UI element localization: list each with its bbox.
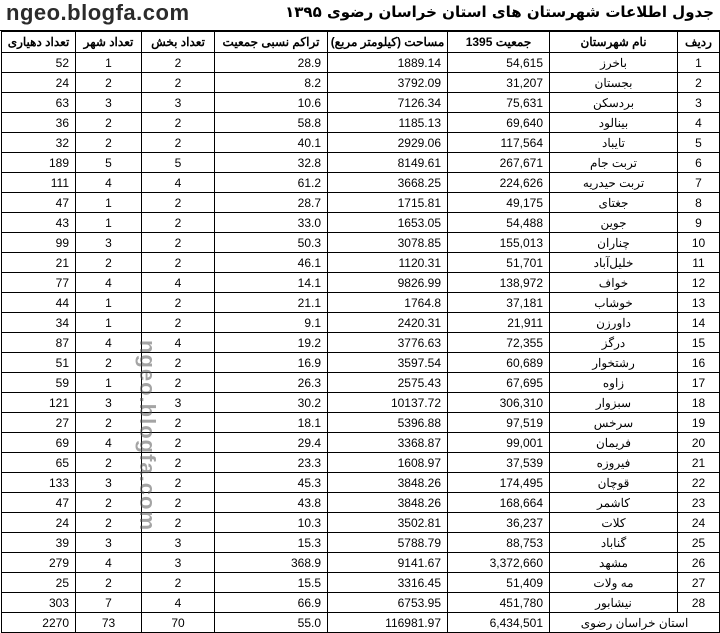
districts: 4	[142, 333, 215, 353]
table-row	[2, 253, 720, 273]
row-index: 28	[678, 593, 720, 613]
county-name: مشهد	[550, 553, 678, 573]
population: 60,689	[448, 353, 550, 373]
density: 9.1	[215, 313, 328, 333]
population: 37,539	[448, 453, 550, 473]
county-name: نیشابور	[550, 593, 678, 613]
districts: 3	[142, 533, 215, 553]
row-index: 19	[678, 413, 720, 433]
cities: 1	[76, 293, 142, 313]
area: 1185.13	[328, 113, 448, 133]
table-row	[2, 193, 720, 213]
districts: 2	[142, 213, 215, 233]
population: 306,310	[448, 393, 550, 413]
population: 138,972	[448, 273, 550, 293]
county-name: تایباد	[550, 133, 678, 153]
districts: 2	[142, 133, 215, 153]
cities: 1	[76, 193, 142, 213]
cities: 4	[76, 553, 142, 573]
area: 3368.87	[328, 433, 448, 453]
col-header-cities: تعداد شهر	[76, 32, 142, 53]
districts: 4	[142, 593, 215, 613]
table-row	[2, 573, 720, 593]
density: 46.1	[215, 253, 328, 273]
villages: 21	[2, 253, 76, 273]
total-population: 6,434,501	[448, 613, 550, 633]
row-index: 12	[678, 273, 720, 293]
table-title: جدول اطلاعات شهرستان های استان خراسان رضوی ۱۳۹۵	[285, 3, 714, 21]
population: 88,753	[448, 533, 550, 553]
table-row	[2, 173, 720, 193]
total-area: 116981.97	[328, 613, 448, 633]
cities: 2	[76, 453, 142, 473]
row-index: 9	[678, 213, 720, 233]
villages: 24	[2, 513, 76, 533]
population: 155,013	[448, 233, 550, 253]
population: 174,495	[448, 473, 550, 493]
table-row	[2, 313, 720, 333]
districts: 4	[142, 273, 215, 293]
villages: 303	[2, 593, 76, 613]
density: 10.3	[215, 513, 328, 533]
population: 75,631	[448, 93, 550, 113]
watermark: ngeo.blogfa.com	[135, 340, 160, 531]
county-name: درگز	[550, 333, 678, 353]
county-name: سبزوار	[550, 393, 678, 413]
area: 9141.67	[328, 553, 448, 573]
table-row	[2, 533, 720, 553]
row-index: 8	[678, 193, 720, 213]
county-name: بردسکن	[550, 93, 678, 113]
population: 21,911	[448, 313, 550, 333]
area: 3597.54	[328, 353, 448, 373]
districts: 4	[142, 173, 215, 193]
population: 54,615	[448, 53, 550, 73]
population: 54,488	[448, 213, 550, 233]
row-index: 15	[678, 333, 720, 353]
density: 10.6	[215, 93, 328, 113]
density: 32.8	[215, 153, 328, 173]
population: 51,701	[448, 253, 550, 273]
districts: 2	[142, 113, 215, 133]
density: 18.1	[215, 413, 328, 433]
row-index: 1	[678, 53, 720, 73]
area: 3078.85	[328, 233, 448, 253]
population: 51,409	[448, 573, 550, 593]
population: 99,001	[448, 433, 550, 453]
density: 23.3	[215, 453, 328, 473]
area: 5396.88	[328, 413, 448, 433]
table-row	[2, 433, 720, 453]
cities: 1	[76, 373, 142, 393]
area: 1653.05	[328, 213, 448, 233]
districts: 3	[142, 393, 215, 413]
row-index: 27	[678, 573, 720, 593]
county-name: خلیل‌آباد	[550, 253, 678, 273]
districts: 2	[142, 193, 215, 213]
total-row	[2, 613, 720, 633]
counties-table	[1, 31, 720, 633]
cities: 4	[76, 173, 142, 193]
cities: 2	[76, 113, 142, 133]
col-header-area: مساحت (کیلومتر مربع)	[328, 32, 448, 53]
table-row	[2, 133, 720, 153]
density: 40.1	[215, 133, 328, 153]
density: 15.3	[215, 533, 328, 553]
table-row	[2, 513, 720, 533]
area: 10137.72	[328, 393, 448, 413]
area: 3776.63	[328, 333, 448, 353]
title-bar	[0, 0, 720, 31]
county-name: کاشمر	[550, 493, 678, 513]
villages: 69	[2, 433, 76, 453]
county-name: بجستان	[550, 73, 678, 93]
county-name: جغتای	[550, 193, 678, 213]
cities: 2	[76, 513, 142, 533]
cities: 2	[76, 253, 142, 273]
area: 1120.31	[328, 253, 448, 273]
cities: 3	[76, 473, 142, 493]
area: 1608.97	[328, 453, 448, 473]
villages: 279	[2, 553, 76, 573]
villages: 63	[2, 93, 76, 113]
cities: 3	[76, 393, 142, 413]
county-name: فیروزه	[550, 453, 678, 473]
row-index: 14	[678, 313, 720, 333]
total-cities: 73	[76, 613, 142, 633]
density: 15.5	[215, 573, 328, 593]
density: 8.2	[215, 73, 328, 93]
villages: 47	[2, 193, 76, 213]
districts: 2	[142, 73, 215, 93]
population: 36,237	[448, 513, 550, 533]
table-row	[2, 53, 720, 73]
table-row	[2, 453, 720, 473]
area: 3668.25	[328, 173, 448, 193]
population: 72,355	[448, 333, 550, 353]
villages: 32	[2, 133, 76, 153]
row-index: 24	[678, 513, 720, 533]
cities: 1	[76, 53, 142, 73]
villages: 189	[2, 153, 76, 173]
area: 8149.61	[328, 153, 448, 173]
population: 49,175	[448, 193, 550, 213]
row-index: 6	[678, 153, 720, 173]
density: 16.9	[215, 353, 328, 373]
row-index: 4	[678, 113, 720, 133]
cities: 4	[76, 333, 142, 353]
villages: 34	[2, 313, 76, 333]
cities: 1	[76, 313, 142, 333]
villages: 51	[2, 353, 76, 373]
table-row	[2, 333, 720, 353]
total-villages: 2270	[2, 613, 76, 633]
table-row	[2, 233, 720, 253]
density: 50.3	[215, 233, 328, 253]
row-index: 22	[678, 473, 720, 493]
table-row	[2, 553, 720, 573]
table-row	[2, 353, 720, 373]
row-index: 10	[678, 233, 720, 253]
density: 19.2	[215, 333, 328, 353]
area: 6753.95	[328, 593, 448, 613]
cities: 2	[76, 353, 142, 373]
area: 2929.06	[328, 133, 448, 153]
cities: 7	[76, 593, 142, 613]
population: 31,207	[448, 73, 550, 93]
area: 2575.43	[328, 373, 448, 393]
population: 67,695	[448, 373, 550, 393]
row-index: 13	[678, 293, 720, 313]
county-name: چناران	[550, 233, 678, 253]
density: 28.9	[215, 53, 328, 73]
area: 3316.45	[328, 573, 448, 593]
districts: 2	[142, 433, 215, 453]
districts: 2	[142, 573, 215, 593]
cities: 1	[76, 213, 142, 233]
row-index: 2	[678, 73, 720, 93]
area: 2420.31	[328, 313, 448, 333]
districts: 2	[142, 413, 215, 433]
col-header-villages: تعداد دهیاری	[2, 32, 76, 53]
county-name: قوچان	[550, 473, 678, 493]
table-row	[2, 113, 720, 133]
population: 3,372,660	[448, 553, 550, 573]
county-name: بینالود	[550, 113, 678, 133]
density: 61.2	[215, 173, 328, 193]
density: 66.9	[215, 593, 328, 613]
cities: 2	[76, 573, 142, 593]
density: 29.4	[215, 433, 328, 453]
row-index: 7	[678, 173, 720, 193]
county-name: باخرز	[550, 53, 678, 73]
county-name: تربت جام	[550, 153, 678, 173]
cities: 3	[76, 233, 142, 253]
area: 5788.79	[328, 533, 448, 553]
population: 451,780	[448, 593, 550, 613]
villages: 24	[2, 73, 76, 93]
row-index: 3	[678, 93, 720, 113]
villages: 59	[2, 373, 76, 393]
villages: 77	[2, 273, 76, 293]
density: 26.3	[215, 373, 328, 393]
districts: 2	[142, 313, 215, 333]
county-name: خواف	[550, 273, 678, 293]
villages: 44	[2, 293, 76, 313]
table-body	[2, 53, 720, 633]
villages: 111	[2, 173, 76, 193]
density: 368.9	[215, 553, 328, 573]
county-name: داورزن	[550, 313, 678, 333]
area: 3848.26	[328, 493, 448, 513]
cities: 2	[76, 133, 142, 153]
area: 1764.8	[328, 293, 448, 313]
header-row	[2, 32, 720, 53]
villages: 39	[2, 533, 76, 553]
county-name: رشتخوار	[550, 353, 678, 373]
county-name: جوین	[550, 213, 678, 233]
county-name: فریمان	[550, 433, 678, 453]
population: 168,664	[448, 493, 550, 513]
villages: 121	[2, 393, 76, 413]
table-row	[2, 273, 720, 293]
cities: 3	[76, 93, 142, 113]
col-header-county: نام شهرستان	[550, 32, 678, 53]
row-index: 26	[678, 553, 720, 573]
population: 97,519	[448, 413, 550, 433]
density: 58.8	[215, 113, 328, 133]
county-name: کلات	[550, 513, 678, 533]
districts: 2	[142, 493, 215, 513]
districts: 5	[142, 153, 215, 173]
col-header-population: جمعیت 1395	[448, 32, 550, 53]
site-name: ngeo.blogfa.com	[6, 0, 190, 25]
density: 45.3	[215, 473, 328, 493]
province-name: استان خراسان رضوی	[550, 613, 720, 633]
villages: 27	[2, 413, 76, 433]
villages: 47	[2, 493, 76, 513]
county-name: تربت حیدریه	[550, 173, 678, 193]
villages: 87	[2, 333, 76, 353]
table-row	[2, 593, 720, 613]
col-header-density: تراکم نسبی جمعیت	[215, 32, 328, 53]
area: 9826.99	[328, 273, 448, 293]
row-index: 11	[678, 253, 720, 273]
table-row	[2, 293, 720, 313]
row-index: 25	[678, 533, 720, 553]
districts: 2	[142, 373, 215, 393]
districts: 2	[142, 233, 215, 253]
villages: 25	[2, 573, 76, 593]
area: 3502.81	[328, 513, 448, 533]
villages: 99	[2, 233, 76, 253]
villages: 43	[2, 213, 76, 233]
cities: 2	[76, 413, 142, 433]
total-districts: 70	[142, 613, 215, 633]
density: 28.7	[215, 193, 328, 213]
table-row	[2, 73, 720, 93]
districts: 2	[142, 473, 215, 493]
table-row	[2, 213, 720, 233]
table-row	[2, 93, 720, 113]
table-row	[2, 393, 720, 413]
cities: 2	[76, 493, 142, 513]
density: 14.1	[215, 273, 328, 293]
area: 1715.81	[328, 193, 448, 213]
population: 224,626	[448, 173, 550, 193]
density: 43.8	[215, 493, 328, 513]
row-index: 18	[678, 393, 720, 413]
districts: 2	[142, 53, 215, 73]
col-header-districts: تعداد بخش	[142, 32, 215, 53]
density: 30.2	[215, 393, 328, 413]
table-row	[2, 373, 720, 393]
villages: 36	[2, 113, 76, 133]
area: 1889.14	[328, 53, 448, 73]
cities: 4	[76, 433, 142, 453]
villages: 133	[2, 473, 76, 493]
table-row	[2, 413, 720, 433]
row-index: 16	[678, 353, 720, 373]
cities: 5	[76, 153, 142, 173]
districts: 2	[142, 353, 215, 373]
county-name: سرخس	[550, 413, 678, 433]
county-name: گناباد	[550, 533, 678, 553]
county-name: زاوه	[550, 373, 678, 393]
area: 7126.34	[328, 93, 448, 113]
row-index: 23	[678, 493, 720, 513]
density: 21.1	[215, 293, 328, 313]
row-index: 21	[678, 453, 720, 473]
villages: 52	[2, 53, 76, 73]
density: 33.0	[215, 213, 328, 233]
row-index: 5	[678, 133, 720, 153]
area: 3792.09	[328, 73, 448, 93]
districts: 3	[142, 93, 215, 113]
districts: 3	[142, 553, 215, 573]
districts: 2	[142, 513, 215, 533]
table-row	[2, 493, 720, 513]
population: 267,671	[448, 153, 550, 173]
population: 37,181	[448, 293, 550, 313]
row-index: 17	[678, 373, 720, 393]
total-density: 55.0	[215, 613, 328, 633]
districts: 2	[142, 453, 215, 473]
county-name: خوشاب	[550, 293, 678, 313]
cities: 3	[76, 533, 142, 553]
cities: 4	[76, 273, 142, 293]
districts: 2	[142, 293, 215, 313]
table-row	[2, 153, 720, 173]
col-header-index: ردیف	[678, 32, 720, 53]
districts: 2	[142, 253, 215, 273]
area: 3848.26	[328, 473, 448, 493]
cities: 2	[76, 73, 142, 93]
villages: 65	[2, 453, 76, 473]
population: 117,564	[448, 133, 550, 153]
table-row	[2, 473, 720, 493]
population: 69,640	[448, 113, 550, 133]
row-index: 20	[678, 433, 720, 453]
county-name: مه ولات	[550, 573, 678, 593]
